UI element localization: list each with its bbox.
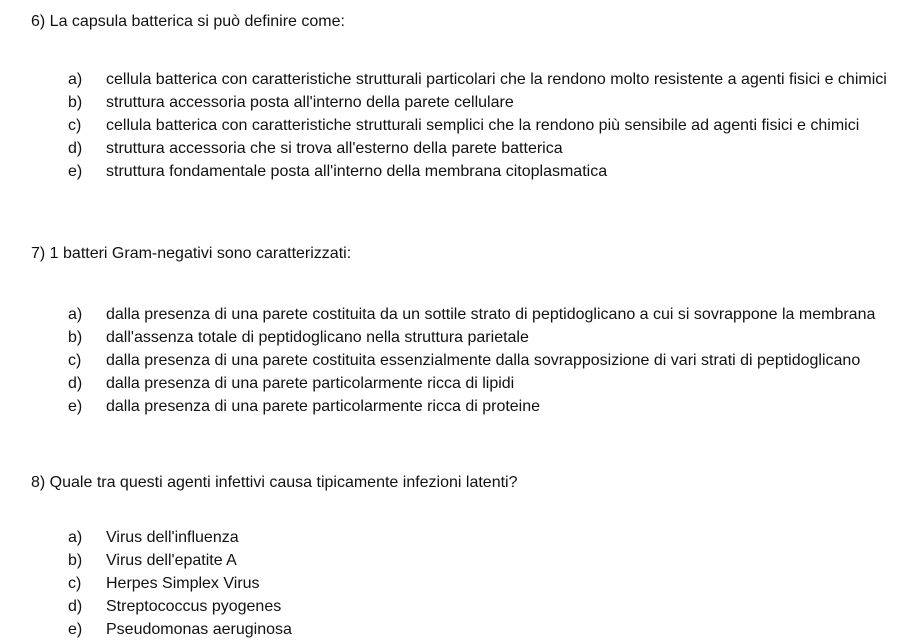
option-text: struttura accessoria che si trova all'esterno della parete batterica [106, 140, 563, 157]
option-text: dalla presenza di una parete costituita essenzialmente dalla sovrapposizione di vari strati di peptidoglicano [106, 352, 861, 369]
option-text: dall'assenza totale di peptidoglicano nella struttura parietale [106, 329, 529, 346]
option-letter: d) [68, 140, 83, 157]
question-6 [31, 12, 891, 183]
option-letter: a) [68, 71, 83, 88]
answer-option-e [31, 395, 891, 418]
answer-option-b [31, 549, 891, 572]
option-text: Pseudomonas aeruginosa [106, 621, 292, 638]
option-letter: b) [68, 552, 83, 569]
option-letter: a) [68, 306, 83, 323]
option-letter: e) [68, 398, 83, 415]
option-text: Virus dell'epatite A [106, 552, 237, 569]
option-letter: b) [68, 94, 83, 111]
option-letter: b) [68, 329, 83, 346]
question-title: 8) Quale tra questi agenti infettivi causa tipicamente infezioni latenti? [31, 474, 518, 491]
answer-option-a [31, 526, 891, 549]
answer-option-b [31, 91, 891, 114]
answer-options [31, 303, 891, 418]
option-letter: e) [68, 621, 83, 638]
option-text: struttura accessoria posta all'interno della parete cellulare [106, 94, 514, 111]
answer-option-e [31, 618, 891, 641]
answer-option-d [31, 137, 891, 160]
option-text: Streptococcus pyogenes [106, 598, 282, 615]
answer-options [31, 526, 891, 641]
option-text: struttura fondamentale posta all'interno della membrana citoplasmatica [106, 163, 608, 180]
answer-option-b [31, 326, 891, 349]
option-letter: e) [68, 163, 83, 180]
option-text: cellula batterica con caratteristiche strutturali semplici che la rendono più sensibile ad agenti fisici e chimici [106, 117, 860, 134]
option-text: dalla presenza di una parete particolarmente ricca di lipidi [106, 375, 515, 392]
question-7 [31, 244, 891, 418]
question-title: 6) La capsula batterica si può definire come: [31, 13, 345, 30]
option-text: dalla presenza di una parete particolarmente ricca di proteine [106, 398, 541, 415]
answer-option-c [31, 349, 891, 372]
option-text: dalla presenza di una parete costituita da un sottile strato di peptidoglicano a cui si sovrappone la membrana [106, 306, 876, 323]
answer-option-a [31, 68, 891, 91]
answer-option-a [31, 303, 891, 326]
question-8 [31, 473, 891, 641]
option-letter: d) [68, 598, 83, 615]
option-letter: a) [68, 529, 83, 546]
answer-option-c [31, 572, 891, 595]
option-letter: c) [68, 575, 82, 592]
option-text: Herpes Simplex Virus [106, 575, 260, 592]
answer-option-d [31, 372, 891, 395]
option-letter: d) [68, 375, 83, 392]
option-letter: c) [68, 352, 82, 369]
option-text: cellula batterica con caratteristiche strutturali particolari che la rendono molto resistente a agenti fisici e chimici [106, 71, 887, 88]
answer-option-e [31, 160, 891, 183]
answer-option-c [31, 114, 891, 137]
question-title: 7) 1 batteri Gram-negativi sono caratterizzati: [31, 245, 352, 262]
option-letter: c) [68, 117, 82, 134]
answer-options [31, 68, 891, 183]
answer-option-d [31, 595, 891, 618]
option-text: Virus dell'influenza [106, 529, 239, 546]
